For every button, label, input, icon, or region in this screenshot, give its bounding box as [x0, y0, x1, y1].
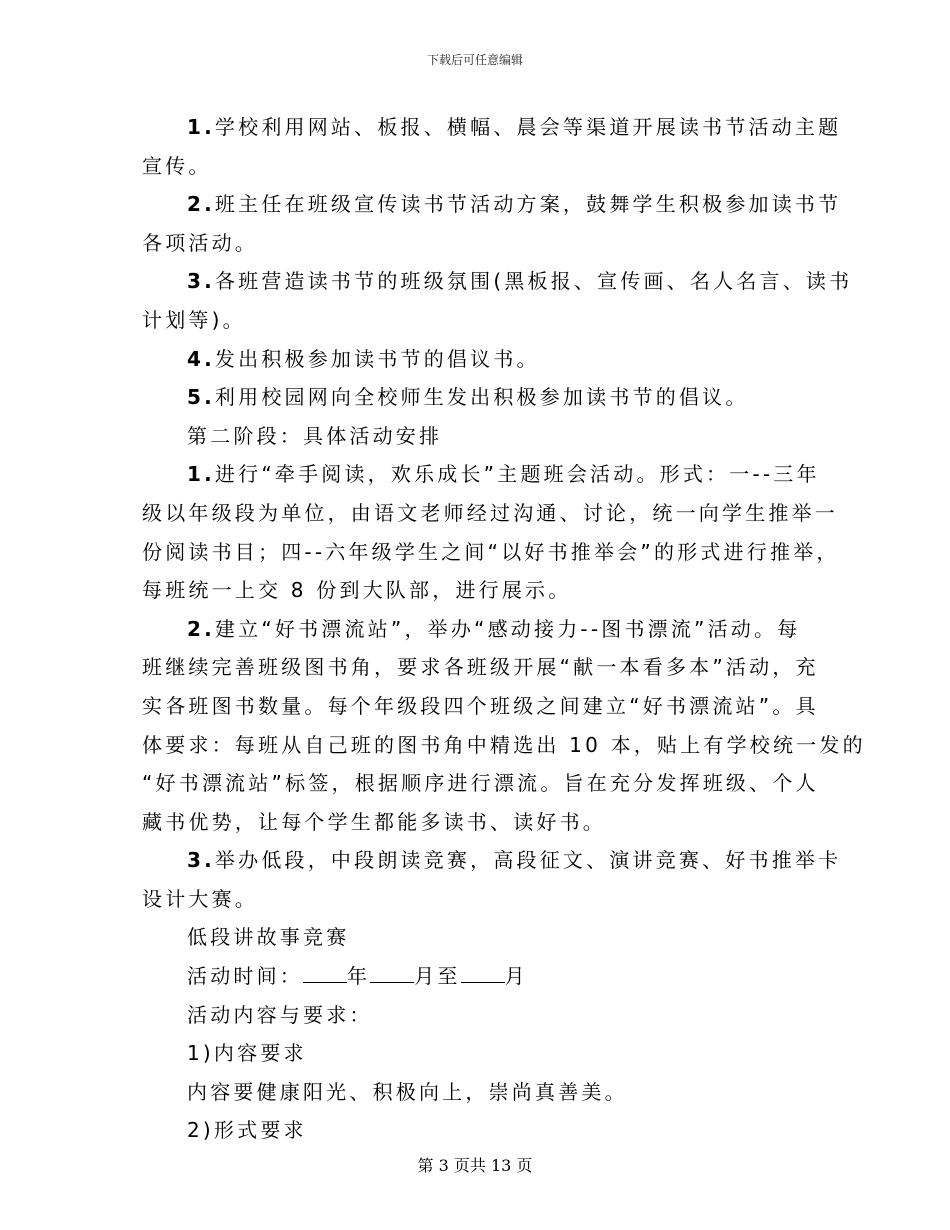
paragraph-1 — [0, 108, 950, 185]
month-from-blank — [370, 964, 414, 983]
year-text: 年 — [347, 964, 371, 989]
text-line: 藏书优势，让每个学生都能多读书、读好书。 — [142, 809, 606, 834]
stage-two-heading — [0, 417, 950, 456]
text-line: 内容要健康阳光、积极向上，崇尚真善美。 — [187, 1079, 628, 1104]
text-line: 各项活动。 — [142, 230, 258, 255]
item-number: 5. — [187, 385, 215, 410]
item-number: 2. — [187, 616, 215, 641]
text-line: 班继续完善班级图书角，要求各班级开展“献一本看多本”活动，充 — [142, 655, 819, 680]
text-line: 实各班图书数量。每个年级段四个班级之间建立“好书漂流站”。具 — [142, 693, 819, 718]
content-requirements-heading — [0, 996, 950, 1035]
text-line: 班主任在班级宣传读书节活动方案，鼓舞学生积极参加读书节 — [214, 192, 842, 217]
item-number: 3. — [187, 848, 215, 873]
text-line: “好书漂流站”标签，根据顺序进行漂流。旨在充分发挥班级、个人 — [142, 771, 819, 796]
page-header: 下载后可任意编辑 — [426, 53, 523, 67]
text-line: 举办低段，中段朗读竞赛，高段征文、演讲竞赛、好书推举卡 — [214, 848, 842, 873]
year-blank — [303, 964, 347, 983]
text-line: 低段讲故事竞赛 — [187, 925, 350, 950]
text-line: 建立“好书漂流站”，举办“感动接力--图书漂流”活动。每 — [214, 616, 801, 641]
item-number: 3. — [187, 269, 215, 294]
text-line: 计划等)。 — [142, 307, 246, 332]
paragraph-2 — [0, 185, 950, 262]
text-line: 利用校园网向全校师生发出积极参加读书节的倡议。 — [214, 385, 749, 410]
text-line: 2)形式要求 — [187, 1118, 307, 1143]
month-text: 月 — [504, 964, 528, 989]
time-label: 活动时间： — [187, 964, 303, 989]
month-to-text: 月至 — [414, 964, 461, 989]
item-number: 4. — [187, 346, 215, 371]
text-line: 发出积极参加读书节的倡议书。 — [214, 346, 540, 371]
text-line: 每班统一上交 8 份到大队部，进行展示。 — [142, 578, 572, 603]
text-line: 体要求：每班从自己班的图书角中精选出 10 本，贴上有学校统一发的 — [142, 732, 866, 757]
paragraph-7 — [0, 610, 950, 842]
item-number: 1. — [187, 115, 215, 139]
text-line: 第二阶段：具体活动安排 — [187, 423, 443, 448]
document-body — [0, 108, 950, 1150]
text-line: 各班营造读书节的班级氛围(黑板报、宣传画、名人名言、读书 — [214, 269, 853, 294]
month-to-blank — [461, 964, 505, 983]
activity-time-line — [0, 957, 950, 996]
paragraph-8 — [0, 841, 950, 918]
text-line: 级以年级段为单位，由语文老师经过沟通、讨论，统一向学生推举一 — [142, 500, 838, 525]
text-line: 份阅读书目；四--六年级学生之间“以好书推举会”的形式进行推举， — [142, 539, 840, 564]
requirement-2-heading — [0, 1111, 950, 1150]
item-number: 2. — [187, 192, 215, 217]
story-contest-heading — [0, 918, 950, 957]
paragraph-5 — [0, 378, 950, 417]
item-number: 1. — [187, 462, 215, 487]
text-line: 学校利用网站、板报、横幅、晨会等渠道开展读书节活动主题 — [214, 115, 842, 139]
text-line: 活动内容与要求： — [187, 1002, 373, 1027]
page-footer: 第 3 页共 13 页 — [417, 1156, 533, 1175]
text-line: 进行“牵手阅读，欢乐成长”主题班会活动。形式：一--三年 — [214, 462, 820, 487]
text-line: 1)内容要求 — [187, 1041, 307, 1066]
requirement-1-body — [0, 1073, 950, 1112]
paragraph-4 — [0, 340, 950, 379]
paragraph-3 — [0, 262, 950, 339]
paragraph-6 — [0, 455, 950, 609]
requirement-1-heading — [0, 1034, 950, 1073]
text-line: 设计大赛。 — [142, 886, 258, 911]
text-line: 宣传。 — [142, 153, 212, 178]
